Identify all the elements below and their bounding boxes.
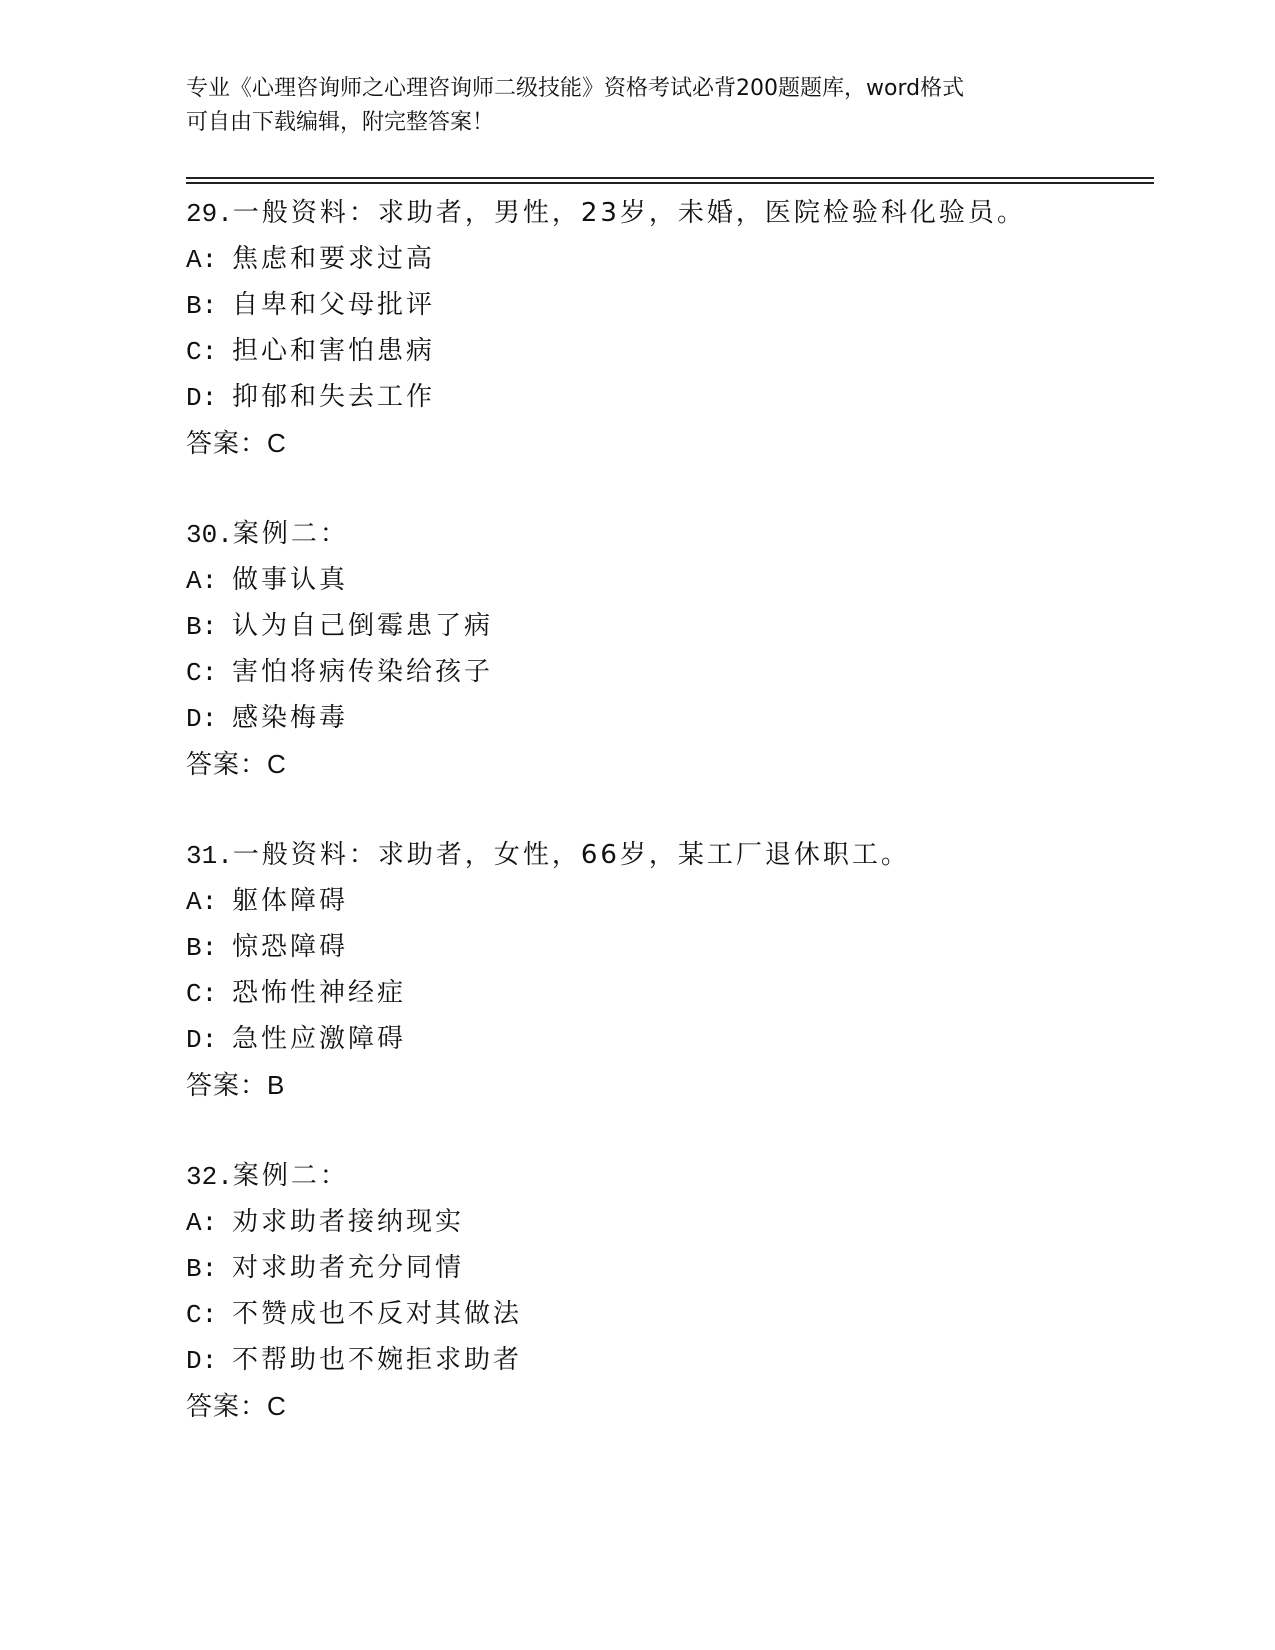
option-key: D: — [186, 1346, 218, 1376]
option-key: D: — [186, 704, 218, 734]
option-key: A: — [186, 887, 218, 917]
option-c — [186, 970, 1154, 1016]
header-divider-bottom — [186, 182, 1154, 184]
answer-value: C — [267, 428, 287, 458]
option-key: C: — [186, 979, 218, 1009]
question-list — [186, 190, 1154, 1429]
option-key: D: — [186, 1025, 218, 1055]
option-text: 做事认真 — [232, 565, 349, 595]
option-text: 感染梅毒 — [232, 703, 349, 733]
option-text: 焦虑和要求过高 — [232, 244, 436, 274]
question-stem — [186, 511, 1154, 557]
question-text: 一般资料：求助者，女性，66岁，某工厂退休职工。 — [232, 840, 910, 870]
question-stem — [186, 832, 1154, 878]
option-c — [186, 1291, 1154, 1337]
option-text: 不帮助也不婉拒求助者 — [232, 1345, 523, 1375]
option-text: 急性应激障碍 — [232, 1024, 407, 1054]
question-item — [186, 1153, 1154, 1429]
option-text: 自卑和父母批评 — [232, 290, 436, 320]
option-c — [186, 649, 1154, 695]
question-text: 一般资料：求助者，男性，23岁，未婚，医院检验科化验员。 — [232, 198, 1026, 228]
question-stem — [186, 190, 1154, 236]
option-key: C: — [186, 1300, 218, 1330]
option-b — [186, 924, 1154, 970]
option-key: D: — [186, 383, 218, 413]
answer-line — [186, 420, 1154, 466]
option-b — [186, 1245, 1154, 1291]
option-key: C: — [186, 337, 218, 367]
option-a — [186, 878, 1154, 924]
answer-label: 答案： — [186, 1071, 268, 1101]
option-text: 担心和害怕患病 — [232, 336, 436, 366]
option-key: B: — [186, 933, 218, 963]
option-a — [186, 557, 1154, 603]
question-item — [186, 190, 1154, 466]
option-d — [186, 1016, 1154, 1062]
answer-label: 答案： — [186, 1392, 268, 1422]
option-text: 躯体障碍 — [232, 886, 349, 916]
option-d — [186, 374, 1154, 420]
option-b — [186, 603, 1154, 649]
header-divider-top — [186, 177, 1154, 179]
option-key: B: — [186, 1254, 218, 1284]
option-b — [186, 282, 1154, 328]
answer-value: B — [267, 1070, 286, 1100]
question-number: 29. — [186, 199, 233, 229]
option-d — [186, 1337, 1154, 1383]
question-item — [186, 511, 1154, 787]
option-key: B: — [186, 612, 218, 642]
question-number: 30. — [186, 520, 233, 550]
option-key: C: — [186, 658, 218, 688]
option-key: A: — [186, 245, 218, 275]
option-text: 对求助者充分同情 — [232, 1253, 465, 1283]
option-text: 惊恐障碍 — [232, 932, 349, 962]
answer-line — [186, 1062, 1154, 1108]
option-text: 恐怖性神经症 — [232, 978, 407, 1008]
option-c — [186, 328, 1154, 374]
header-title-line-1: 专业《心理咨询师之心理咨询师二级技能》资格考试必背200题题库，word格式 — [186, 76, 965, 101]
option-text: 认为自己倒霉患了病 — [232, 611, 494, 641]
option-text: 不赞成也不反对其做法 — [232, 1299, 523, 1329]
document-header — [186, 72, 1086, 140]
question-text: 案例二： — [232, 519, 349, 549]
answer-value: C — [267, 1391, 287, 1421]
answer-line — [186, 1383, 1154, 1429]
question-text: 案例二： — [232, 1161, 349, 1191]
question-number: 32. — [186, 1162, 233, 1192]
option-a — [186, 236, 1154, 282]
answer-value: C — [267, 749, 287, 779]
question-stem — [186, 1153, 1154, 1199]
option-key: A: — [186, 566, 218, 596]
option-text: 抑郁和失去工作 — [232, 382, 436, 412]
option-d — [186, 695, 1154, 741]
answer-label: 答案： — [186, 750, 268, 780]
question-number: 31. — [186, 841, 233, 871]
answer-label: 答案： — [186, 429, 268, 459]
option-text: 害怕将病传染给孩子 — [232, 657, 494, 687]
header-title-line-2: 可自由下载编辑，附完整答案！ — [186, 110, 495, 135]
option-key: A: — [186, 1208, 218, 1238]
option-a — [186, 1199, 1154, 1245]
option-key: B: — [186, 291, 218, 321]
question-item — [186, 832, 1154, 1108]
answer-line — [186, 741, 1154, 787]
option-text: 劝求助者接纳现实 — [232, 1207, 465, 1237]
